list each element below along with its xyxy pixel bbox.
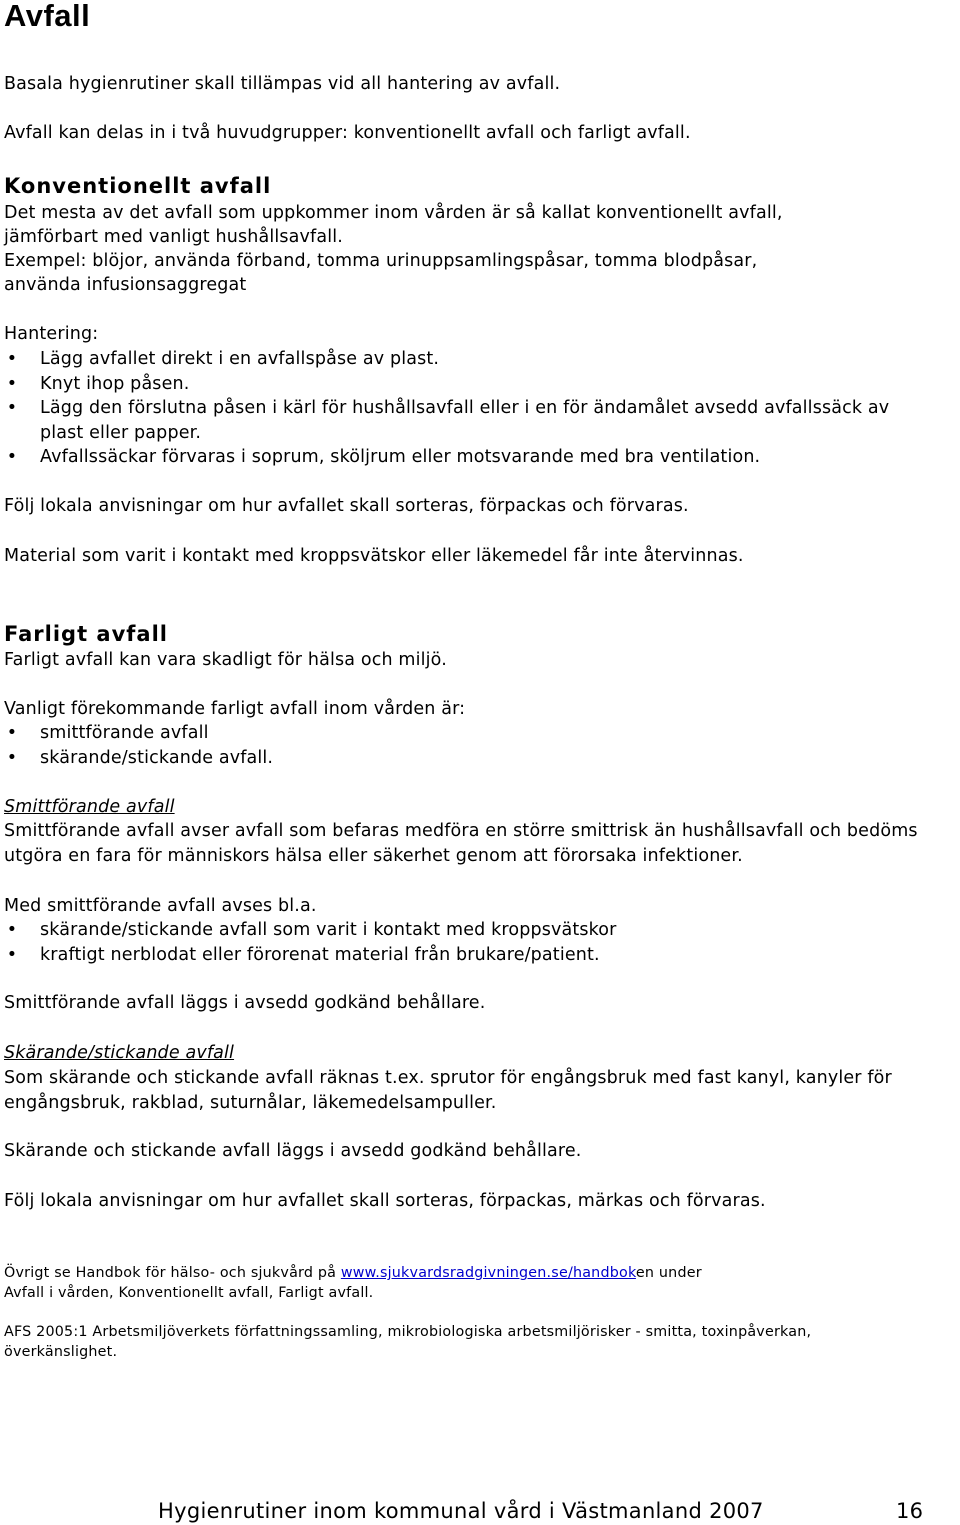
farligt-desc: Farligt avfall kan vara skadligt för hälsa och miljö.: [4, 650, 447, 670]
skarande-storage: Skärande och stickande avfall läggs i avsedd godkänd behållare.: [4, 1141, 582, 1161]
list-item: [4, 721, 273, 746]
bullet-icon: •: [6, 349, 18, 369]
list-item-text: smittförande avfall: [40, 723, 209, 743]
konventionellt-material-note: Material som varit i kontakt med kroppsvätskor eller läkemedel får inte återvinnas.: [4, 546, 744, 566]
list-item: [4, 918, 617, 943]
konventionellt-local-instructions: Följ lokala anvisningar om hur avfallet skall sorteras, förpackas och förvaras.: [4, 496, 689, 516]
list-item: [4, 372, 890, 397]
list-item: [4, 943, 617, 968]
smitt-desc: Smittförande avfall avser avfall som befaras medföra en större smittrisk än hushållsavfall och bedöms utgöra en fara för människors hälsa eller säkerhet genom att förorsaka infektioner.: [4, 821, 918, 866]
handling-list: [4, 347, 890, 470]
reference-suffix: en under: [635, 1265, 702, 1281]
farligt-common-label: Vanligt förekommande farligt avfall inom vården är:: [4, 699, 466, 719]
skarande-desc: Som skärande och stickande avfall räknas t.ex. sprutor för engångsbruk med fast kanyl, kanyler för engångsbruk, rakblad, suturnålar, läkemedelsampuller.: [4, 1068, 892, 1113]
skarande-local-instructions: Följ lokala anvisningar om hur avfallet skall sorteras, förpackas, märkas och förvaras.: [4, 1191, 766, 1211]
list-item-text: skärande/stickande avfall som varit i kontakt med kroppsvätskor: [40, 920, 617, 940]
afs-note: AFS 2005:1 Arbetsmiljöverkets författningssamling, mikrobiologiska arbetsmiljörisker - smitta, toxinpåverkan, överkänslighet.: [4, 1324, 812, 1360]
konventionellt-desc-line-2: jämförbart med vanligt hushållsavfall.: [4, 227, 343, 247]
list-item-text: skärande/stickande avfall.: [40, 747, 274, 768]
bullet-icon: •: [6, 723, 18, 743]
bullet-icon: •: [6, 447, 18, 467]
smitt-avses-list: [4, 918, 617, 967]
list-item-text: Knyt ihop påsen.: [40, 373, 190, 394]
konventionellt-example-line-1: Exempel: blöjor, använda förband, tomma urinuppsamlingspåsar, tomma blodpåsar,: [4, 251, 758, 271]
intro-paragraph-1: Basala hygienrutiner skall tillämpas vid all hantering av avfall.: [4, 74, 561, 94]
bullet-icon: •: [6, 373, 18, 394]
skarande-heading: Skärande/stickande avfall: [4, 1043, 235, 1063]
reference-prefix: Övrigt se Handbok för hälso- och sjukvård på: [4, 1265, 341, 1281]
bullet-icon: •: [6, 920, 18, 940]
list-item-text: Lägg avfallet direkt i en avfallspåse av plast.: [40, 349, 440, 369]
list-item: [4, 746, 273, 771]
list-item-text: Lägg den förslutna påsen i kärl för hushållsavfall eller i en för ändamålet avsedd avfallssäck av plast eller papper.: [40, 398, 890, 443]
bullet-icon: •: [6, 398, 18, 418]
smitt-heading: Smittförande avfall: [4, 797, 175, 817]
list-item: [4, 347, 890, 372]
footer-text: Hygienrutiner inom kommunal vård i Västmanland 2007: [158, 1499, 764, 1523]
reference-note: [4, 1263, 702, 1283]
smitt-avses-label: Med smittförande avfall avses bl.a.: [4, 896, 317, 916]
list-item: [4, 396, 890, 445]
farligt-common-list: [4, 721, 273, 770]
smitt-storage: Smittförande avfall läggs i avsedd godkänd behållare.: [4, 993, 486, 1013]
konventionellt-desc-line-1: Det mesta av det avfall som uppkommer inom vården är så kallat konventionellt avfall,: [4, 203, 783, 223]
list-item: [4, 445, 890, 470]
reference-note-line-2: Avfall i vården, Konventionellt avfall, Farligt avfall.: [4, 1285, 374, 1301]
bullet-icon: •: [6, 944, 18, 965]
konventionellt-example-line-2: använda infusionsaggregat: [4, 275, 247, 295]
intro-paragraph-2: Avfall kan delas in i två huvudgrupper: konventionellt avfall och farligt avfall.: [4, 123, 691, 143]
konventionellt-heading: Konventionellt avfall: [4, 174, 272, 198]
list-item-text: kraftigt nerblodat eller förorenat material från brukare/patient.: [40, 944, 600, 965]
page-title: Avfall: [4, 0, 91, 33]
handbook-link[interactable]: www.sjukvardsradgivningen.se/handbok: [340, 1265, 636, 1281]
list-item-text: Avfallssäckar förvaras i soprum, sköljrum eller motsvarande med bra ventilation.: [40, 447, 761, 467]
farligt-heading: Farligt avfall: [4, 622, 168, 646]
handling-label: Hantering:: [4, 324, 99, 344]
bullet-icon: •: [6, 747, 18, 768]
page-number: 16: [896, 1499, 924, 1523]
